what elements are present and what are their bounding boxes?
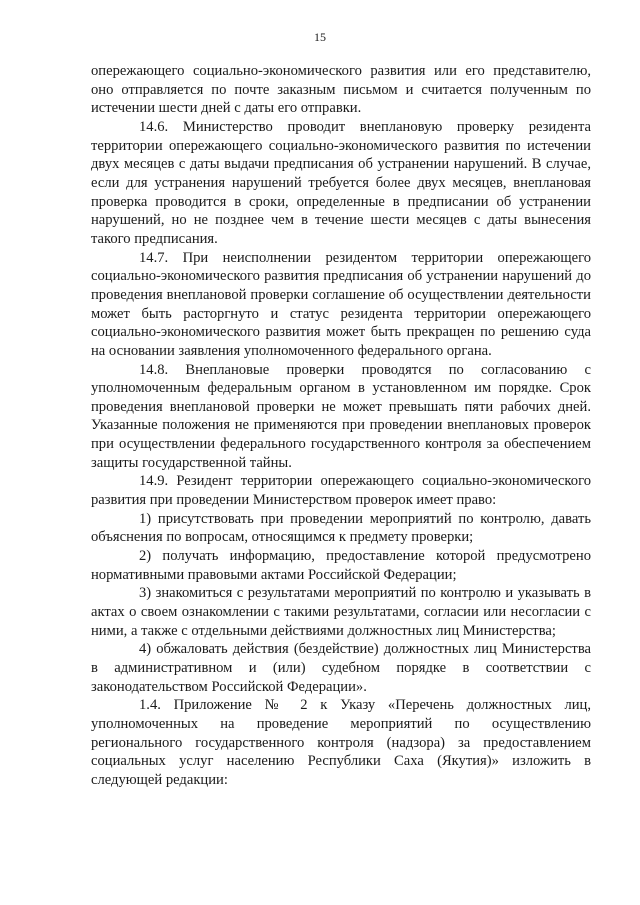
list-item-4: 4) обжаловать действия (бездействие) должностных лиц Министерства в административном и (или) судебном порядке в соответствии с законодательством Российской Федерации».	[91, 641, 591, 695]
list-item-3: 3) знакомиться с результатами мероприятий по контролю и указывать в актах о своем ознакомлении с такими результатами, согласии или несогласии с ними, а также с отдельными действиями должностных лиц Министерства;	[91, 585, 591, 639]
paragraph-14-6: 14.6. Министерство проводит внеплановую проверку резидента территории опережающего социально-экономического развития по истечении двух месяцев с даты выдачи предписания об устранении нарушений. В случае, если для устранения нарушений требуется более двух месяцев, внеплановая проверка проводится в сроки, определенные в предписании об устранении нарушений, но не позднее чем в течение шести месяцев с даты вынесения такого предписания.	[91, 118, 591, 247]
paragraph-continuation: опережающего социально-экономического развития или его представителю, оно отправляется по почте заказным письмом и считается полученным по истечении шести дней с даты его отправки.	[91, 63, 591, 117]
paragraph-14-8: 14.8. Внеплановые проверки проводятся по согласованию с уполномоченным федеральным органом в установленном им порядке. Срок проведения внеплановой проверки не может превышать пяти рабочих дней. Указанные положения не применяются при проведении внеплановых проверок при осуществлении федерального государственного контроля за обеспечением защиты государственной тайны.	[91, 361, 591, 471]
list-item-1: 1) присутствовать при проведении мероприятий по контролю, давать объяснения по вопросам, относящимся к предмету проверки;	[91, 510, 591, 546]
paragraph-14-7: 14.7. При неисполнении резидентом территории опережающего социально-экономического развития предписания об устранении нарушений до проведения внеплановой проверки соглашение об осуществлении деятельности может быть расторгнуто и статус резидента территории опережающего социально-экономического развития может быть прекращен по решению суда на основании заявления уполномоченного федерального органа.	[91, 249, 591, 359]
list-item-2: 2) получать информацию, предоставление которой предусмотрено нормативными правовыми актами Российской Федерации;	[91, 548, 591, 583]
paragraph-14-9: 14.9. Резидент территории опережающего социально-экономического развития при проведении Министерством проверок имеет право:	[91, 473, 591, 509]
paragraph-1-4: 1.4. Приложение № 2 к Указу «Перечень должностных лиц, уполномоченных на проведение мероприятий по осуществлению регионального государственного контроля (надзора) за предоставлением социальных услуг населению Республики Саха (Якутия)» изложить в следующей редакции:	[91, 697, 591, 788]
page-number: 15	[314, 30, 326, 44]
document-body	[91, 62, 591, 790]
